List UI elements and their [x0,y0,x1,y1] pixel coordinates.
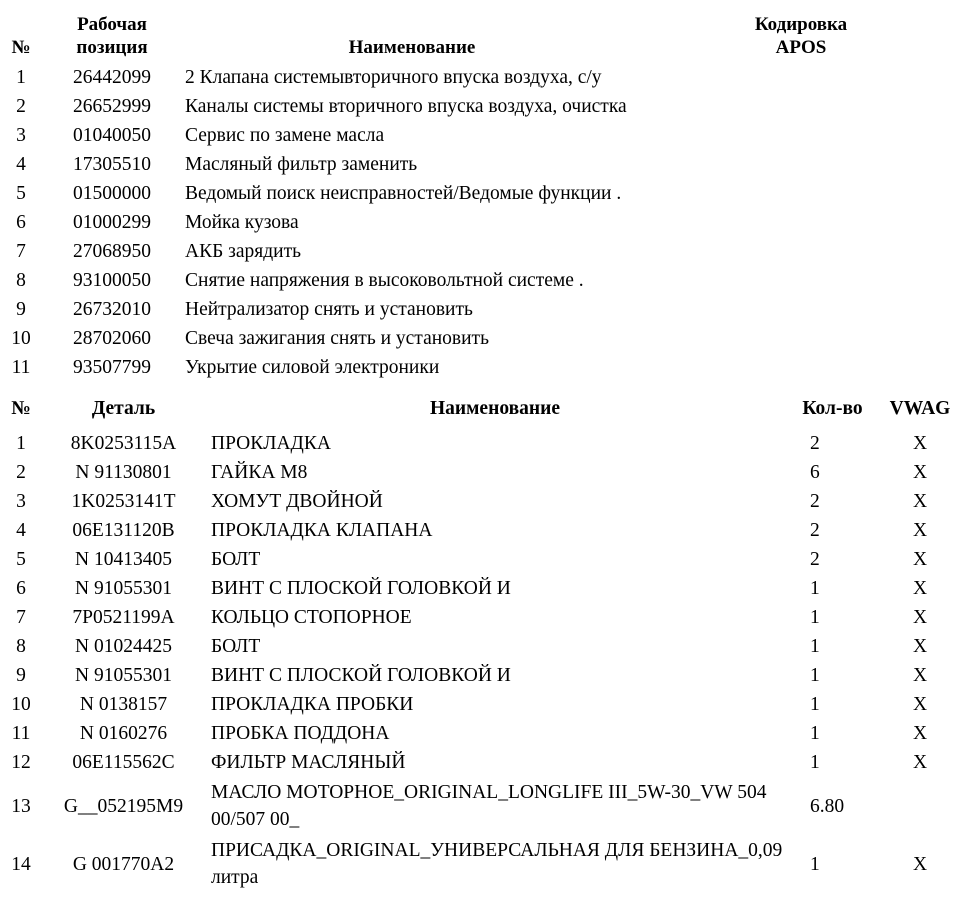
parts-row-num: 5 [16,549,26,570]
work-row-apos [642,295,960,324]
work-col-header-coding [642,0,960,63]
parts-row-name: ВИНТ С ПЛОСКОЙ ГОЛОВКОЙ И [211,578,511,599]
parts-table-row [0,545,960,574]
work-col-header-coding-line1: Кодировка [754,14,848,35]
work-row-num: 11 [11,357,31,378]
work-row-apos [642,63,960,92]
work-table-row [0,179,960,208]
parts-row-vwag: X [912,636,928,657]
parts-row-name: ПРИСАДКА_ORIGINAL_УНИВЕРСАЛЬНАЯ ДЛЯ БЕНЗИНА_0,09 литра [211,840,783,888]
work-row-apos [642,237,960,266]
work-row-num: 4 [16,154,26,175]
parts-row-vwag: X [912,549,928,570]
parts-row-num: 11 [11,723,31,744]
work-row-name: Укрытие силовой электроники [185,357,440,378]
work-col-header-position-line2: позиция [76,37,148,58]
parts-row-vwag [880,777,960,835]
work-row-code: 17305510 [73,154,151,175]
parts-row-qty: 2 [810,520,820,541]
parts-row-name: ФИЛЬТР МАСЛЯНЫЙ [211,752,406,773]
parts-row-vwag: X [912,433,928,454]
parts-row-qty: 2 [810,549,820,570]
parts-table-row [0,603,960,632]
parts-table-row [0,748,960,777]
parts-table [0,396,960,893]
parts-row-qty: 2 [810,491,820,512]
work-table-row [0,63,960,92]
parts-row-name: ГАЙКА М8 [211,462,308,483]
work-row-name: Свеча зажигания снять и установить [185,328,489,349]
work-row-name: Мойка кузова [185,212,299,233]
work-row-num: 7 [16,241,26,262]
work-table-row [0,266,960,295]
work-row-num: 5 [16,183,26,204]
parts-row-qty: 1 [810,723,820,744]
parts-row-vwag: X [912,665,928,686]
parts-row-part: N 01024425 [75,636,172,657]
work-row-apos [642,266,960,295]
work-row-code: 01000299 [73,212,151,233]
parts-row-part: 06E131120B [72,520,175,541]
parts-table-row [0,661,960,690]
work-table-row [0,353,960,382]
parts-table-row [0,719,960,748]
parts-row-part: N 91055301 [75,578,172,599]
parts-table-body [0,429,960,893]
work-row-code: 26652999 [73,96,151,117]
parts-col-header-num: № [11,398,31,419]
work-row-name: Масляный фильтр заменить [185,154,418,175]
parts-row-name: БОЛТ [211,549,261,570]
parts-table-head [0,396,960,429]
parts-row-name: КОЛЬЦО СТОПОРНОЕ [211,607,412,628]
parts-row-num: 12 [11,752,31,773]
work-row-num: 9 [16,299,26,320]
parts-row-num: 9 [16,665,26,686]
work-row-name: Каналы системы вторичного впуска воздуха, очистка [185,96,627,117]
parts-row-num: 1 [16,433,26,454]
parts-row-part: N 0160276 [79,723,168,744]
work-col-header-coding-line2: APOS [775,37,827,58]
parts-row-qty: 1 [810,694,820,715]
parts-row-name: МАСЛО МОТОРНОЕ_ORIGINAL_LONGLIFE III_5W-30_VW 504 00/507 00_ [211,782,767,830]
parts-table-row [0,429,960,458]
work-col-header-name: Наименование [348,37,476,58]
work-row-num: 3 [16,125,26,146]
parts-row-name: ВИНТ С ПЛОСКОЙ ГОЛОВКОЙ И [211,665,511,686]
work-row-num: 10 [11,328,31,349]
parts-row-num: 8 [16,636,26,657]
work-row-num: 2 [16,96,26,117]
parts-table-row [0,632,960,661]
parts-row-name: ПРОКЛАДКА КЛАПАНА [211,520,433,541]
parts-table-row [0,690,960,719]
parts-row-num: 3 [16,491,26,512]
parts-row-num: 14 [11,853,31,875]
parts-row-vwag: X [912,694,928,715]
parts-table-row [0,458,960,487]
parts-row-qty: 1 [810,636,820,657]
work-row-code: 27068950 [73,241,151,262]
work-row-apos [642,179,960,208]
parts-table-row [0,777,960,835]
parts-row-part: N 91055301 [75,665,172,686]
parts-row-part: 1K0253141T [71,491,176,512]
work-col-header-num: № [11,37,31,58]
parts-row-qty: 1 [810,665,820,686]
parts-row-part: N 10413405 [75,549,172,570]
work-row-apos [642,353,960,382]
parts-row-vwag: X [912,723,928,744]
work-row-code: 28702060 [73,328,151,349]
parts-table-row [0,516,960,545]
work-row-apos [642,92,960,121]
parts-col-header-part: Деталь [91,398,156,419]
work-row-name: 2 Клапана системывторичного впуска воздуха, с/у [185,67,602,88]
parts-col-header-vwag: VWAG [889,398,951,419]
work-row-name: АКБ зарядить [185,241,302,262]
parts-row-num: 4 [16,520,26,541]
parts-row-qty: 1 [810,578,820,599]
work-row-apos [642,208,960,237]
parts-row-vwag: X [912,520,928,541]
parts-row-qty: 1 [810,752,820,773]
work-table-row [0,150,960,179]
parts-row-qty: 6 [810,462,820,483]
parts-row-vwag: X [912,462,928,483]
work-table-row [0,121,960,150]
parts-row-vwag: X [912,491,928,512]
work-row-name: Ведомый поиск неисправностей/Ведомые функции . [185,183,622,204]
work-row-code: 01500000 [73,183,151,204]
work-row-code: 26442099 [73,67,151,88]
parts-row-name: ПРОБКА ПОДДОНА [211,723,390,744]
work-row-code: 26732010 [73,299,151,320]
work-row-code: 01040050 [73,125,151,146]
parts-row-qty: 6.80 [810,795,845,817]
work-row-apos [642,150,960,179]
parts-header-row [0,396,960,429]
parts-col-header-qty: Кол-во [802,398,863,419]
parts-table-row [0,487,960,516]
work-table-row [0,208,960,237]
parts-table-row [0,835,960,893]
parts-row-num: 2 [16,462,26,483]
work-row-name: Нейтрализатор снять и установить [185,299,473,320]
work-col-header-position-line1: Рабочая [77,14,147,35]
work-row-apos [642,121,960,150]
parts-row-qty: 1 [810,607,820,628]
work-positions-header-row [0,0,960,63]
parts-row-num: 6 [16,578,26,599]
work-row-num: 6 [16,212,26,233]
parts-row-part: N 91130801 [75,462,172,483]
work-row-apos [642,324,960,353]
work-positions-table [0,0,960,382]
work-table-row [0,324,960,353]
parts-row-part: 8K0253115A [70,433,177,454]
work-table-row [0,92,960,121]
parts-row-num: 7 [16,607,26,628]
parts-row-name: ПРОКЛАДКА [211,433,331,454]
parts-row-num: 10 [11,694,31,715]
parts-row-name: ХОМУТ ДВОЙНОЙ [211,491,383,512]
parts-row-name: ПРОКЛАДКА ПРОБКИ [211,694,414,715]
work-row-code: 93507799 [73,357,151,378]
parts-row-part: G__052195M9 [63,795,184,817]
parts-row-qty: 2 [810,433,820,454]
work-positions-table-head [0,0,960,63]
parts-row-vwag: X [912,578,928,599]
parts-row-part: 7P0521199A [72,607,175,628]
parts-row-vwag: X [912,752,928,773]
parts-row-num: 13 [11,795,31,817]
parts-row-vwag: X [912,853,928,875]
parts-row-part: N 0138157 [79,694,168,715]
work-row-code: 93100050 [73,270,151,291]
parts-table-row [0,574,960,603]
parts-row-part: 06E115562C [72,752,175,773]
work-table-row [0,295,960,324]
parts-row-part: G 001770A2 [72,853,175,875]
work-row-name: Снятие напряжения в высоковольтной системе . [185,270,584,291]
work-row-name: Сервис по замене масла [185,125,385,146]
parts-col-header-name: Наименование [430,398,560,419]
work-positions-table-body [0,63,960,382]
work-table-row [0,237,960,266]
work-row-num: 1 [16,67,26,88]
work-row-num: 8 [16,270,26,291]
work-col-header-position [42,0,182,63]
parts-row-vwag: X [912,607,928,628]
parts-row-name: БОЛТ [211,636,261,657]
parts-row-qty: 1 [810,853,820,875]
